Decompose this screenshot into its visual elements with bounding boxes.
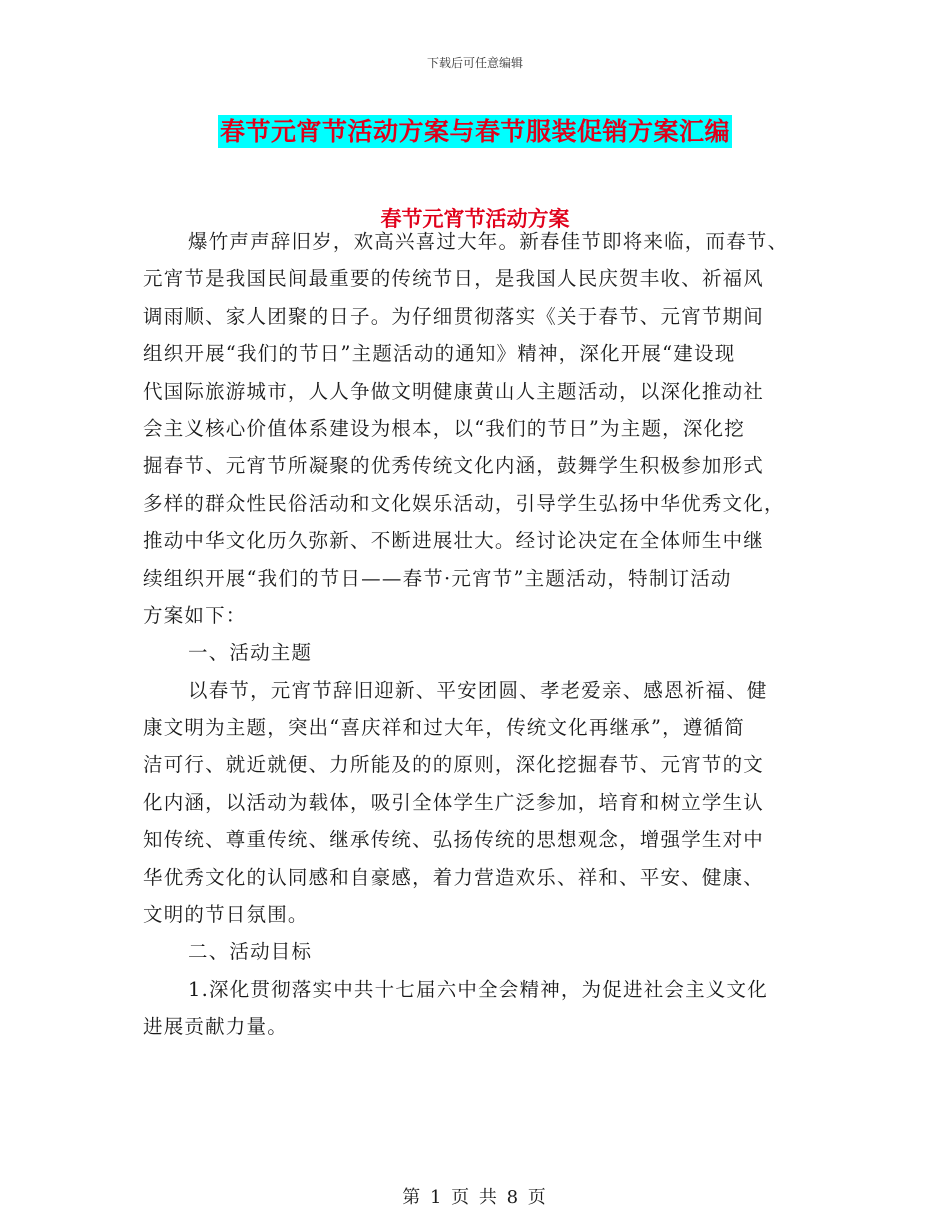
paragraph-line: 代国际旅游城市，人人争做文明健康黄山人主题活动，以深化推动社: [143, 379, 765, 403]
page-footer: 第 1 页 共 8 页: [402, 1187, 548, 1208]
paragraph-line: 知传统、尊重传统、继承传统、弘扬传统的思想观念，增强学生对中: [143, 828, 765, 852]
paragraph-line: 续组织开展“我们的节日——春节·元宵节”主题活动，特制订活动: [143, 566, 732, 590]
paragraph-line: 爆竹声声辞旧岁，欢高兴喜过大年。新春佳节即将来临，而春节、: [188, 230, 789, 253]
document-title-text: 春节元宵节活动方案与春节服装促销方案汇编: [219, 117, 730, 146]
paragraph-line: 方案如下：: [143, 603, 247, 627]
paragraph-line: 调雨顺、家人团聚的日子。为仔细贯彻落实《关于春节、元宵节期间: [143, 304, 765, 328]
paragraph-line: 以春节，元宵节辞旧迎新、平安团圆、孝老爱亲、感恩祈福、健: [188, 678, 768, 702]
document-title: [0, 112, 950, 148]
page-header: 下载后可任意编辑: [426, 56, 523, 70]
section-title: 春节元宵节活动方案: [380, 206, 570, 231]
paragraph-line: 组织开展“我们的节日”主题活动的通知》精神，深化开展“建设现: [143, 342, 736, 366]
paragraph-line: 文明的节日氛围。: [143, 903, 309, 927]
paragraph-line: 1.深化贯彻落实中共十七届六中全会精神，为促进社会主义文化: [188, 977, 768, 1001]
paragraph-line: 化内涵，以活动为载体，吸引全体学生广泛参加，培育和树立学生认: [143, 790, 765, 814]
paragraph-line: 掘春节、元宵节所凝聚的优秀传统文化内涵，鼓舞学生积极参加形式: [143, 454, 765, 478]
paragraph-line: 多样的群众性民俗活动和文化娱乐活动，引导学生弘扬中华优秀文化，: [143, 491, 785, 515]
paragraph-line: 推动中华文化历久弥新、不断进展壮大。经讨论决定在全体师生中继: [143, 529, 765, 553]
section-heading: 二、活动目标: [188, 940, 313, 964]
document-body: [143, 223, 808, 1046]
paragraph-line: 康文明为主题，突出“喜庆祥和过大年，传统文化再继承”，遵循简: [143, 716, 745, 740]
paragraph-line: 会主义核心价值体系建设为根本，以“我们的节日”为主题，深化挖: [143, 416, 745, 440]
paragraph-line: 元宵节是我国民间最重要的传统节日，是我国人民庆贺丰收、祈福风: [143, 267, 765, 291]
section-heading: 一、活动主题: [188, 641, 313, 665]
paragraph-line: 洁可行、就近就便、力所能及的的原则，深化挖掘春节、元宵节的文: [143, 753, 765, 777]
paragraph-line: 华优秀文化的认同感和自豪感，着力营造欢乐、祥和、平安、健康、: [143, 865, 765, 889]
paragraph-line: 进展贡献力量。: [143, 1015, 288, 1039]
